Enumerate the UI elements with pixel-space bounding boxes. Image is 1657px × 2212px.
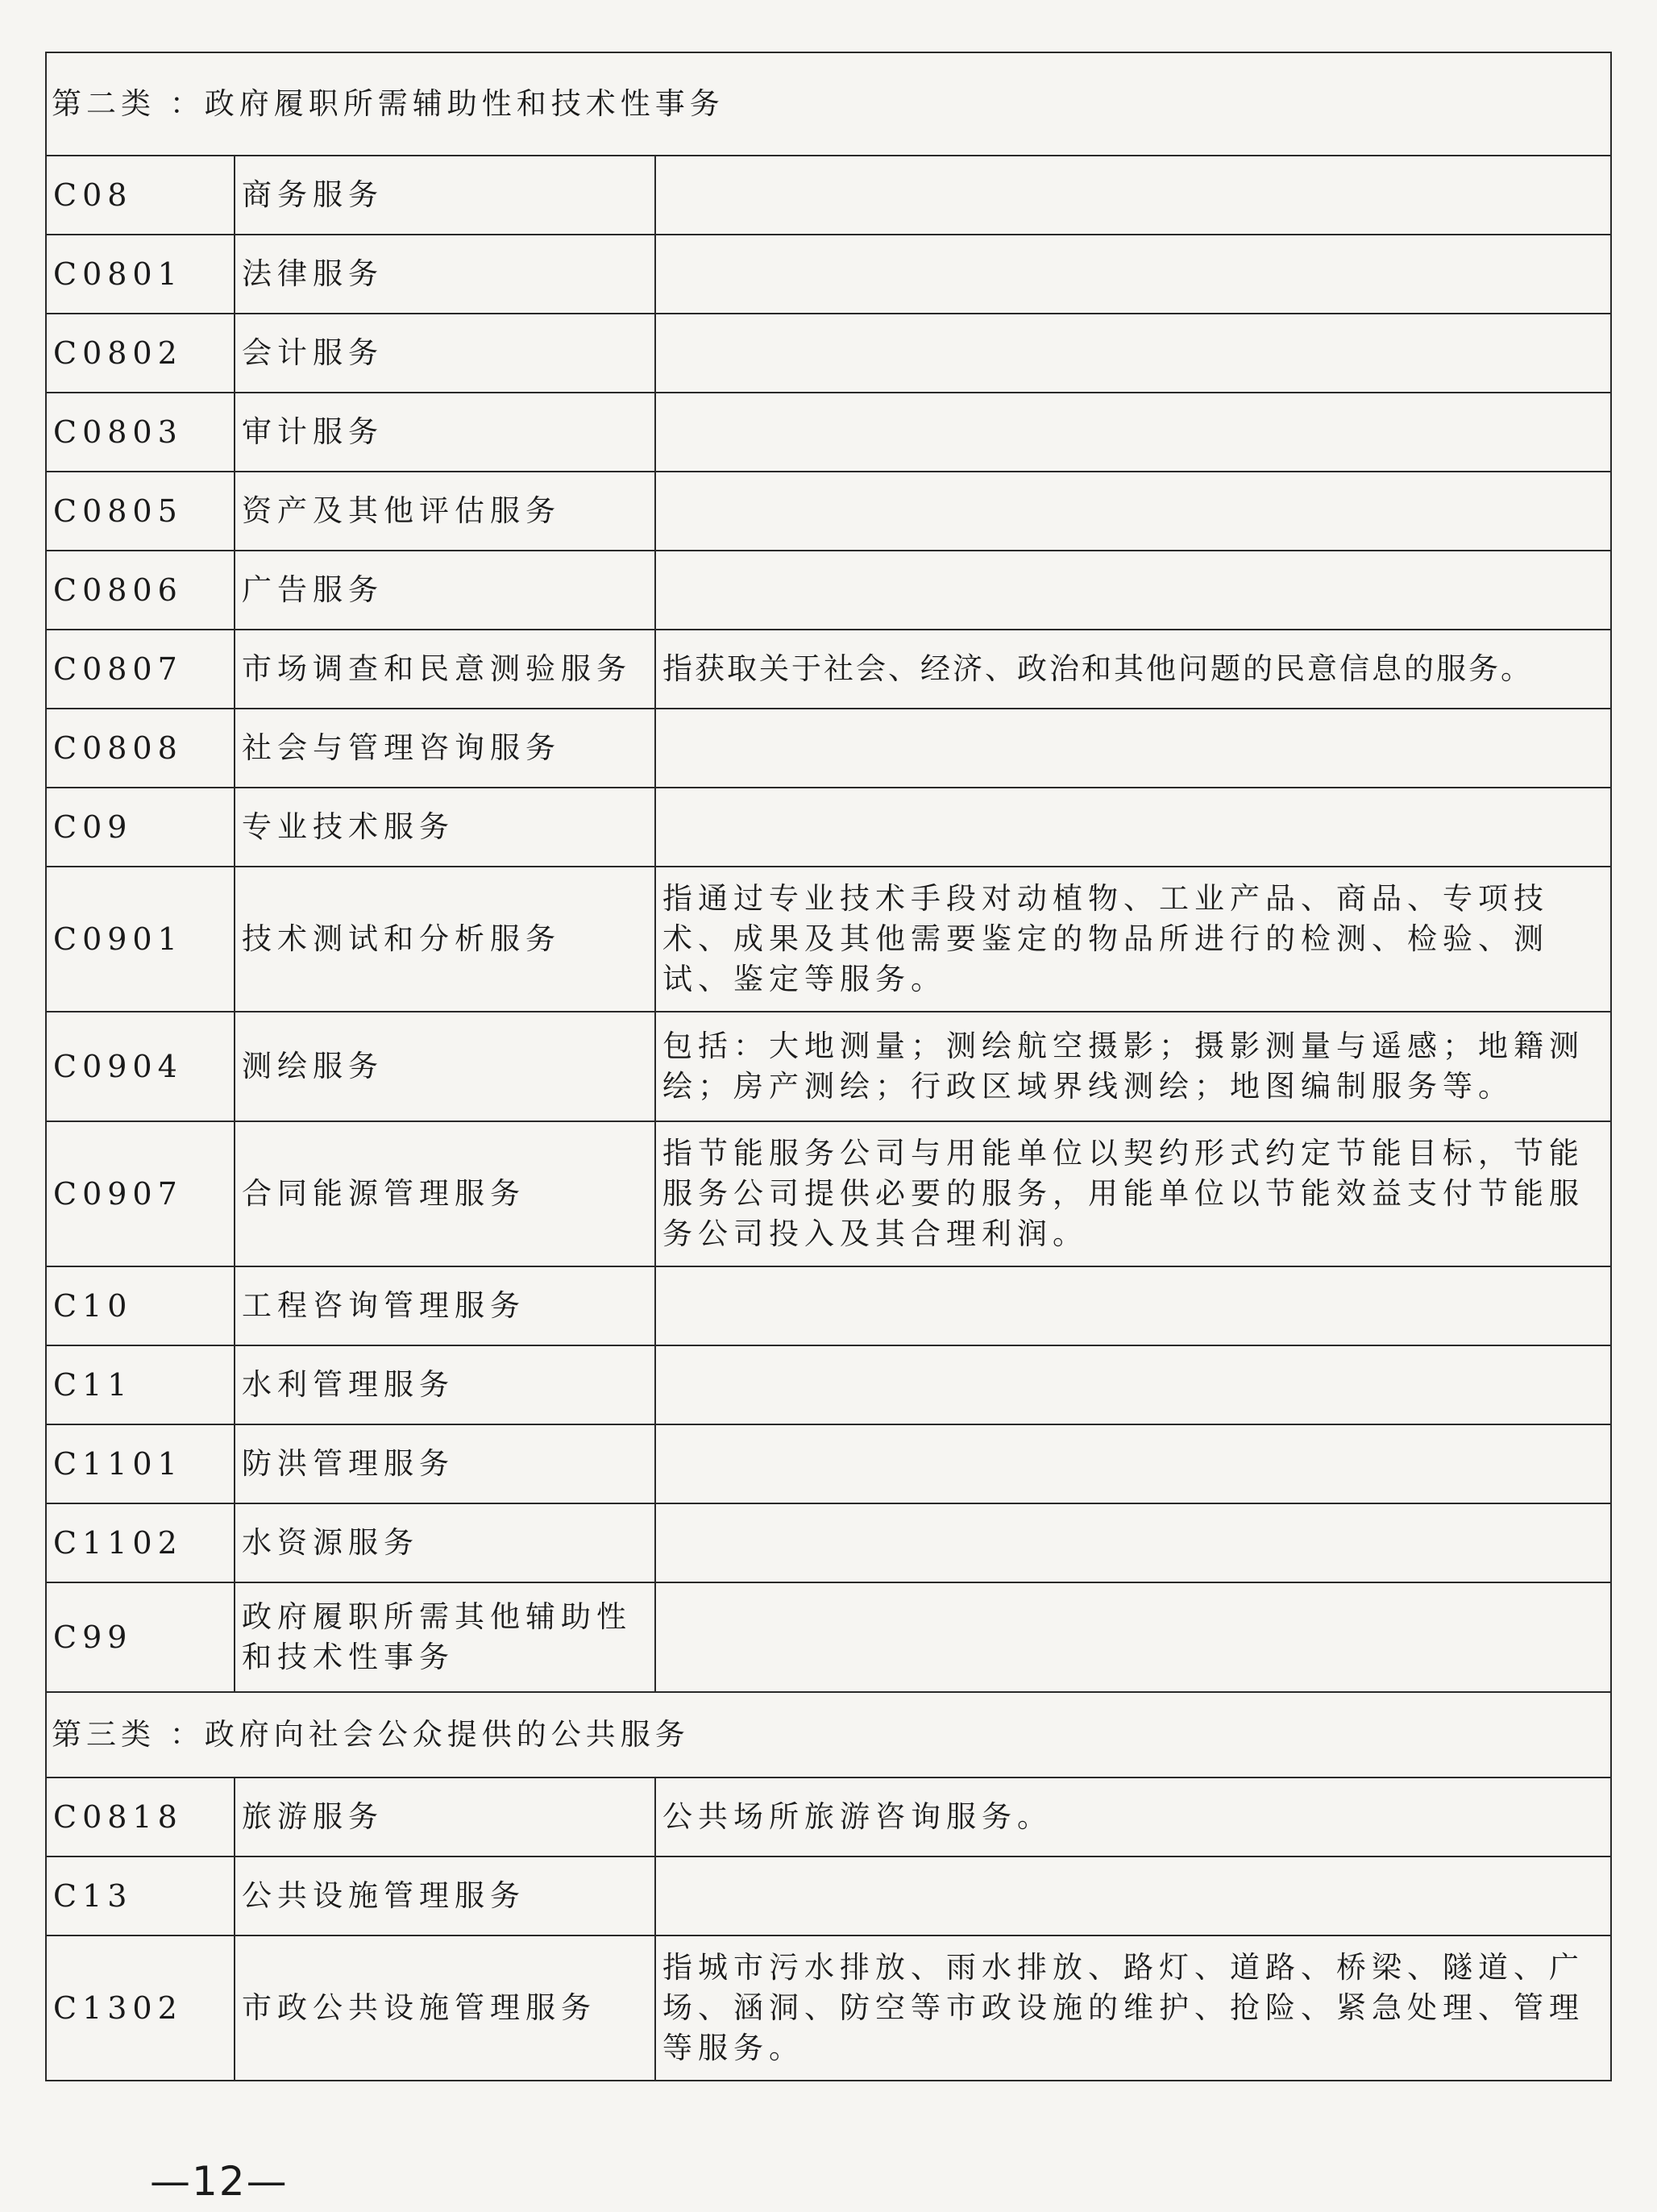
service-name: 市政公共设施管理服务: [235, 1936, 655, 2081]
service-description: [655, 1424, 1611, 1503]
category-row: [46, 1692, 1611, 1778]
service-description: [655, 709, 1611, 788]
service-description: 指节能服务公司与用能单位以契约形式约定节能目标，节能服务公司提供必要的服务，用能单位以节能效益支付节能服务公司投入及其合理利润。: [655, 1121, 1611, 1266]
service-code: C99: [46, 1582, 235, 1692]
table-row: [46, 788, 1611, 867]
category-row: [46, 52, 1611, 156]
service-name: 审计服务: [235, 393, 655, 472]
service-description: [655, 551, 1611, 630]
category-title: 第二类 ：政府履职所需辅助性和技术性事务: [46, 52, 1611, 156]
service-description: [655, 1503, 1611, 1582]
service-description: 包括：大地测量；测绘航空摄影；摄影测量与遥感；地籍测绘；房产测绘；行政区域界线测绘；地图编制服务等。: [655, 1012, 1611, 1121]
service-name: 会计服务: [235, 314, 655, 393]
service-description: 公共场所旅游咨询服务。: [655, 1778, 1611, 1856]
service-description: [655, 788, 1611, 867]
table-row: [46, 630, 1611, 709]
service-code: C1302: [46, 1936, 235, 2081]
table-row: [46, 314, 1611, 393]
service-description: 指获取关于社会、经济、政治和其他问题的民意信息的服务。: [655, 630, 1611, 709]
service-description: 指城市污水排放、雨水排放、路灯、道路、桥梁、隧道、广场、涵洞、防空等市政设施的维护、抢险、紧急处理、管理等服务。: [655, 1936, 1611, 2081]
service-catalog-table: [45, 52, 1612, 2081]
table-row: [46, 1582, 1611, 1692]
table-row: [46, 1778, 1611, 1856]
service-description: [655, 1266, 1611, 1345]
service-name: 水利管理服务: [235, 1345, 655, 1424]
service-name: 公共设施管理服务: [235, 1856, 655, 1936]
service-description: [655, 1856, 1611, 1936]
service-code: C0802: [46, 314, 235, 393]
service-code: C0806: [46, 551, 235, 630]
table-row: [46, 472, 1611, 551]
service-code: C10: [46, 1266, 235, 1345]
service-name: 工程咨询管理服务: [235, 1266, 655, 1345]
service-description: 指通过专业技术手段对动植物、工业产品、商品、专项技术、成果及其他需要鉴定的物品所进行的检测、检验、测试、鉴定等服务。: [655, 867, 1611, 1012]
service-description: [655, 314, 1611, 393]
service-name: 技术测试和分析服务: [235, 867, 655, 1012]
service-name: 专业技术服务: [235, 788, 655, 867]
table-row: [46, 235, 1611, 314]
service-code: C0805: [46, 472, 235, 551]
service-description: [655, 235, 1611, 314]
service-code: C0907: [46, 1121, 235, 1266]
service-code: C0904: [46, 1012, 235, 1121]
service-code: C09: [46, 788, 235, 867]
service-code: C1101: [46, 1424, 235, 1503]
category-title: 第三类 ：政府向社会公众提供的公共服务: [46, 1692, 1611, 1778]
service-name: 商务服务: [235, 156, 655, 235]
service-code: C0801: [46, 235, 235, 314]
service-description: [655, 1345, 1611, 1424]
service-code: C1102: [46, 1503, 235, 1582]
service-name: 广告服务: [235, 551, 655, 630]
table-row: [46, 156, 1611, 235]
table-row: [46, 393, 1611, 472]
service-name: 水资源服务: [235, 1503, 655, 1582]
service-code: C08: [46, 156, 235, 235]
table-row: [46, 709, 1611, 788]
service-name: 防洪管理服务: [235, 1424, 655, 1503]
service-name: 市场调查和民意测验服务: [235, 630, 655, 709]
service-name: 合同能源管理服务: [235, 1121, 655, 1266]
table-row: [46, 1856, 1611, 1936]
service-code: C0803: [46, 393, 235, 472]
service-code: C13: [46, 1856, 235, 1936]
service-name: 社会与管理咨询服务: [235, 709, 655, 788]
service-code: C0807: [46, 630, 235, 709]
service-code: C0808: [46, 709, 235, 788]
service-description: [655, 393, 1611, 472]
table-row: [46, 1266, 1611, 1345]
service-name: 政府履职所需其他辅助性和技术性事务: [235, 1582, 655, 1692]
service-description: [655, 472, 1611, 551]
service-name: 资产及其他评估服务: [235, 472, 655, 551]
service-name: 法律服务: [235, 235, 655, 314]
service-code: C0818: [46, 1778, 235, 1856]
table-row: [46, 1012, 1611, 1121]
table-row: [46, 1936, 1611, 2081]
service-name: 旅游服务: [235, 1778, 655, 1856]
table-row: [46, 1503, 1611, 1582]
service-code: C11: [46, 1345, 235, 1424]
page-number: —12—: [150, 2158, 289, 2205]
table-row: [46, 867, 1611, 1012]
service-description: [655, 156, 1611, 235]
service-name: 测绘服务: [235, 1012, 655, 1121]
table-row: [46, 1424, 1611, 1503]
service-code: C0901: [46, 867, 235, 1012]
table-row: [46, 551, 1611, 630]
table-row: [46, 1345, 1611, 1424]
table-row: [46, 1121, 1611, 1266]
service-description: [655, 1582, 1611, 1692]
